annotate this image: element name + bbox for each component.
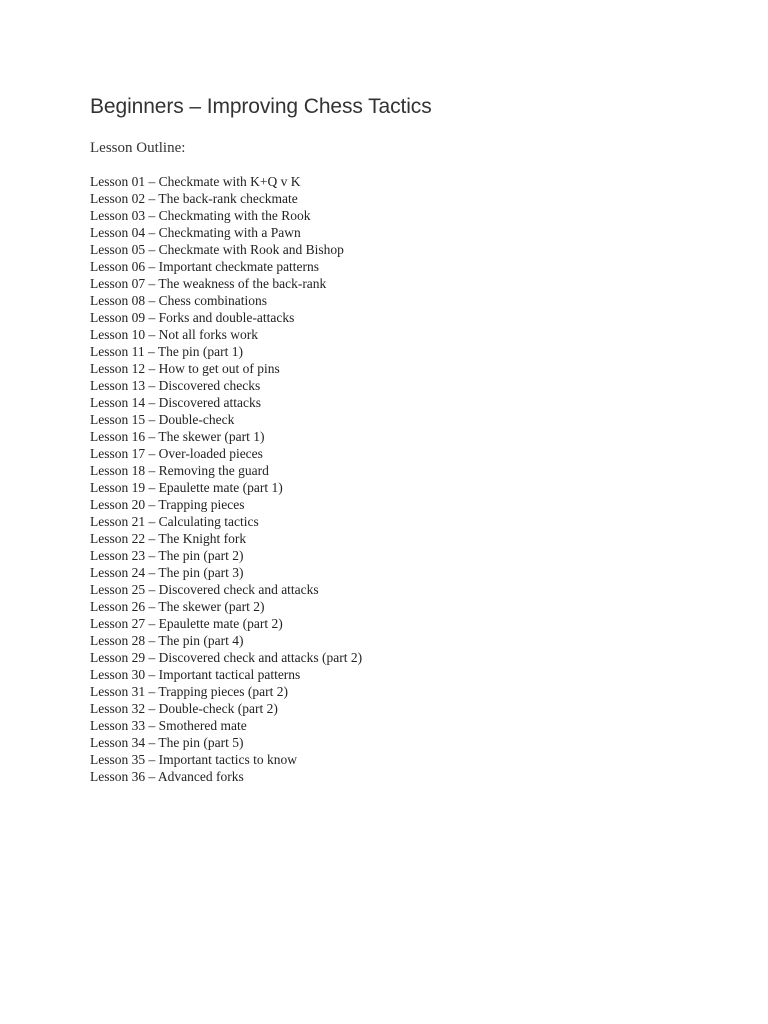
lesson-item: Lesson 02 – The back-rank checkmate — [90, 191, 298, 206]
lesson-item: Lesson 15 – Double-check — [90, 412, 235, 427]
lesson-item: Lesson 26 – The skewer (part 2) — [90, 599, 265, 614]
lesson-item: Lesson 10 – Not all forks work — [90, 327, 258, 342]
lesson-item: Lesson 13 – Discovered checks — [90, 378, 261, 393]
lesson-item: Lesson 21 – Calculating tactics — [90, 514, 259, 529]
lesson-item: Lesson 31 – Trapping pieces (part 2) — [90, 684, 288, 699]
document-title: Beginners – Improving Chess Tactics — [90, 95, 432, 118]
lesson-item: Lesson 14 – Discovered attacks — [90, 395, 261, 410]
lesson-item: Lesson 24 – The pin (part 3) — [90, 565, 244, 580]
lesson-item: Lesson 23 – The pin (part 2) — [90, 548, 244, 563]
lesson-item: Lesson 34 – The pin (part 5) — [90, 735, 244, 750]
lesson-item: Lesson 27 – Epaulette mate (part 2) — [90, 616, 283, 631]
lesson-item: Lesson 17 – Over-loaded pieces — [90, 446, 263, 461]
lesson-item: Lesson 08 – Chess combinations — [90, 293, 267, 308]
lesson-item: Lesson 04 – Checkmating with a Pawn — [90, 225, 301, 240]
lesson-item: Lesson 19 – Epaulette mate (part 1) — [90, 480, 283, 495]
lesson-item: Lesson 20 – Trapping pieces — [90, 497, 245, 512]
lesson-item: Lesson 12 – How to get out of pins — [90, 361, 280, 376]
lesson-item: Lesson 01 – Checkmate with K+Q v K — [90, 174, 301, 189]
lesson-item: Lesson 30 – Important tactical patterns — [90, 667, 301, 682]
lesson-item: Lesson 22 – The Knight fork — [90, 531, 247, 546]
lesson-item: Lesson 35 – Important tactics to know — [90, 752, 297, 767]
lesson-item: Lesson 09 – Forks and double-attacks — [90, 310, 295, 325]
lesson-item: Lesson 32 – Double-check (part 2) — [90, 701, 278, 716]
lesson-item: Lesson 25 – Discovered check and attacks — [90, 582, 319, 597]
lesson-item: Lesson 06 – Important checkmate patterns — [90, 259, 320, 274]
lesson-item: Lesson 28 – The pin (part 4) — [90, 633, 244, 648]
lesson-item: Lesson 03 – Checkmating with the Rook — [90, 208, 311, 223]
lesson-list — [90, 173, 768, 785]
lesson-item: Lesson 11 – The pin (part 1) — [90, 344, 243, 359]
lesson-outline-heading: Lesson Outline: — [90, 140, 186, 156]
lesson-item: Lesson 36 – Advanced forks — [90, 769, 244, 784]
lesson-item: Lesson 05 – Checkmate with Rook and Bishop — [90, 242, 344, 257]
lesson-item: Lesson 29 – Discovered check and attacks (part 2) — [90, 650, 363, 665]
lesson-item: Lesson 18 – Removing the guard — [90, 463, 269, 478]
lesson-item: Lesson 16 – The skewer (part 1) — [90, 429, 265, 444]
lesson-item: Lesson 33 – Smothered mate — [90, 718, 247, 733]
lesson-item: Lesson 07 – The weakness of the back-rank — [90, 276, 327, 291]
